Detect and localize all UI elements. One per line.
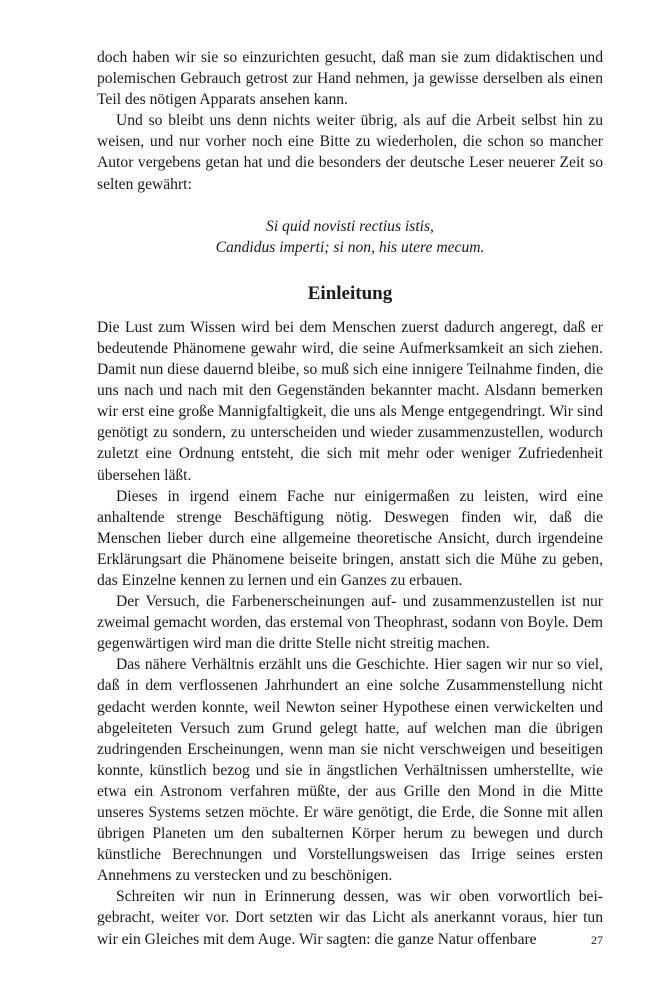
body-paragraph-4: Das nähere Verhältnis erzählt uns die Geschichte. Hier sagen wir nur so viel, daß in dem verflossenen Jahrhundert an eine solche Zusammenstellung nicht gedacht werden konnte, weil Newton seiner Hypothese einen verwickelten und abgeleiteten Versuch zum Grund gelegt hatte, auf welchen man die übrigen zudringenden Erscheinungen, wenn man sie nicht verschweigen und beseitigen konnte, künstlich bezog und sie in ängstlichen Verhältnissen umherstellte, wie etwa ein Astronom verfahren müßte, der aus Grille den Mond in die Mitte unseres Systems setzen möchte. Er wäre genötigt, die Erde, die Sonne mit allen übrigen Planeten um den subalternen Körper herum zu bewegen und durch künstliche Berechnungen und Vorstellungsweisen das Irrige seines ersten Annehmens zu verstecken und zu beschönigen.	[97, 656, 603, 885]
page-number: 27	[591, 933, 603, 947]
body-paragraph-1: Die Lust zum Wissen wird bei dem Menschen zuerst dadurch angeregt, daß er bedeutende Phänomene gewahr wird, die seine Aufmerksamkeit an sich ziehen. Damit nun diese dauernd bleibe, so muß sich eine innigere Teilnahme finden, die uns nach und nach mit den Gegenständen bekannter macht. Alsdann bemerken wir erst eine große Mannigfaltigkeit, die uns als Menge entgegendringt. Wir sind genötigt zu sondern, zu unterscheiden und wieder zusammenzustellen, wodurch zuletzt eine Ordnung entsteht, die sich mit mehr oder weniger Zufriedenheit übersehen läßt.	[97, 318, 603, 484]
body-paragraph-3: Der Versuch, die Farbenerscheinungen auf- und zusammenzustellen ist nur zweimal gemacht worden, das erstemal von Theophrast, sodann von Boyle. Dem gegenwärtigen wird man die dritte Stelle nicht streitig machen.	[97, 593, 603, 653]
intro-paragraph-2: Und so bleibt uns denn nichts weiter übrig, als auf die Arbeit selbst hin zu weisen, und nur vorher noch eine Bitte zu wiederholen, die schon so mancher Autor vergebens getan hat und die besonders der deutsche Leser neuerer Zeit so selten gewährt:	[97, 112, 603, 193]
section-heading: Einleitung	[307, 282, 393, 304]
quote-line-1: Si quid novisti rectius istis,	[266, 217, 434, 235]
body-paragraph-5: Schreiten wir nun in Erinnerung dessen, was wir oben vorwortlich beigebracht, weiter vor. Dort setzten wir das Licht als anerkannt voraus, hier tun wir ein Gleiches mit dem Auge. Wir sagten: die ganze Natur offenbare	[97, 888, 603, 948]
body-paragraph-2: Dieses in irgend einem Fache nur einigermaßen zu leisten, wird eine anhaltende strenge Beschäftigung nötig. Deswegen finden wir, daß die Menschen lieber durch eine allgemeine theoretische Ansicht, durch irgendeine Erklärungsart die Phänomene beiseite bringen, anstatt sich die Mühe zu geben, das Einzelne kennen zu lernen und ein Ganzes zu erbauen.	[97, 487, 603, 589]
quote-line-2: Candidus imperti; si non, his utere mecum.	[215, 238, 485, 256]
page-content	[97, 47, 603, 950]
latin-quote	[97, 216, 603, 258]
intro-paragraph-1: doch haben wir sie so einzurichten gesucht, daß man sie zum didaktischen und polemischen Gebrauch getrost zur Hand nehmen, ja gewisse derselben als einen Teil des nötigen Apparats ansehen kann.	[97, 49, 603, 109]
